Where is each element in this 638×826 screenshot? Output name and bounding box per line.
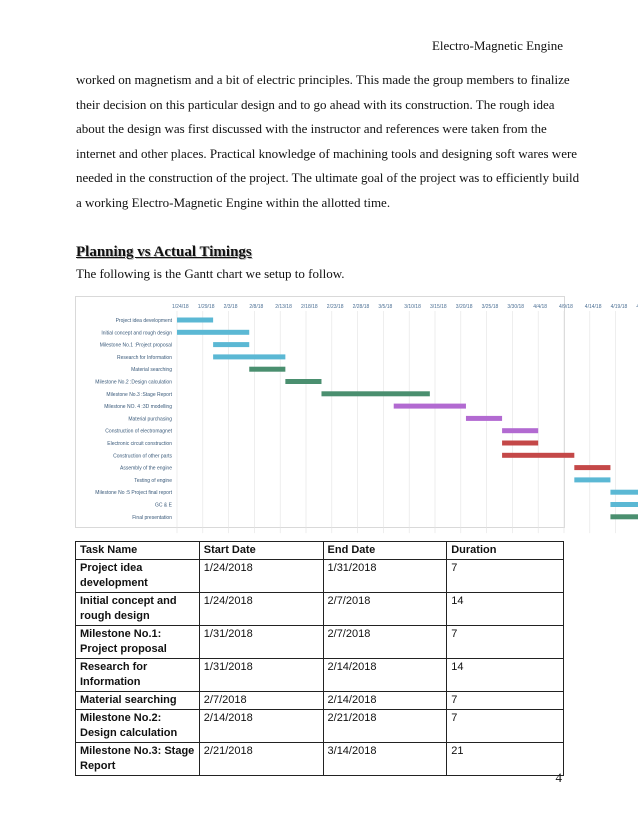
schedule-table (75, 541, 564, 776)
table-row (76, 692, 564, 710)
gantt-date-label: 4/19/18 (610, 304, 628, 310)
table-header-row (76, 542, 564, 560)
gantt-task-label: GC & E (155, 502, 172, 509)
gantt-task-label: Milestone No :5 Project final report (95, 490, 172, 497)
table-row (76, 743, 564, 776)
gantt-date-label: 3/5/18 (378, 304, 393, 310)
gantt-date-label: 3/10/18 (404, 304, 421, 310)
gantt-bar (610, 502, 638, 507)
page-number: 4 (555, 770, 562, 785)
table-cell: 7 (447, 710, 564, 743)
table-row (76, 560, 564, 593)
gantt-chart (75, 296, 628, 528)
table-cell: 2/7/2018 (323, 593, 447, 626)
task-name-cell: Milestone No.3: Stage Report (76, 743, 200, 776)
gantt-date-label: 4/9/18 (559, 304, 573, 310)
gantt-date-label: 2/3/18 (223, 304, 238, 310)
table-row (76, 626, 564, 659)
task-name-cell: Milestone No.1: Project proposal (76, 626, 200, 659)
gantt-chart-svg (76, 297, 628, 527)
table-cell: 1/31/2018 (199, 626, 323, 659)
gantt-task-label: Electronic circuit construction (107, 441, 172, 447)
intro-line: worked on magnetism and a bit of electric principles. This made the group members to finalize (76, 72, 570, 87)
table-row (76, 593, 564, 626)
section-heading: Planning vs Actual Timings (76, 244, 252, 260)
gantt-task-label: Construction of electromagnet (105, 428, 172, 435)
table-cell: 2/21/2018 (199, 743, 323, 776)
gantt-bar (466, 416, 502, 421)
gantt-task-label: Research for Information (116, 354, 172, 361)
gantt-date-label: 2/28/18 (352, 304, 370, 310)
intro-line: internet and other places. Practical knowledge of machining tools and designing soft wares were (76, 145, 578, 161)
column-header: Duration (447, 542, 564, 560)
gantt-date-label: 4/4/18 (533, 304, 548, 310)
gantt-bar (502, 428, 538, 433)
table-cell: 14 (447, 593, 564, 626)
running-header: Electro-Magnetic Engine (431, 38, 563, 53)
table-cell: 7 (447, 560, 564, 593)
task-name-cell: Initial concept and rough design (76, 593, 200, 626)
column-header: Task Name (76, 542, 200, 560)
gantt-task-label: Construction of other parts (113, 453, 172, 460)
gantt-task-label: Project idea development (115, 318, 172, 324)
gantt-date-label: 4/14/18 (584, 304, 602, 310)
gantt-task-label: Material purchasing (128, 416, 172, 423)
table-cell: 2/21/2018 (323, 710, 447, 743)
intro-line: their decision on this particular design and to go ahead with its construction. The rough idea (76, 96, 555, 112)
chart-intro-text: The following is the Gantt chart we setup to follow. (76, 266, 345, 281)
task-name-cell: Research for Information (76, 659, 200, 692)
gantt-date-label: 3/25/18 (481, 304, 499, 310)
gantt-bar (285, 379, 321, 384)
gantt-bar (574, 465, 610, 470)
task-name-cell: Milestone No.2: Design calculation (76, 710, 200, 743)
gantt-date-label: 2/23/18 (326, 304, 344, 310)
intro-paragraph (76, 68, 580, 216)
gantt-bar (610, 490, 638, 495)
gantt-date-label: 2/13/18 (275, 304, 292, 310)
table-cell: 2/14/2018 (323, 692, 447, 710)
intro-line: a working Electro-Magnetic Engine within the allotted time. (76, 194, 391, 210)
gantt-task-label: Material searching (131, 367, 172, 374)
gantt-task-label: Milestone No.2 :Design calculation (95, 379, 172, 386)
table-cell: 1/24/2018 (199, 593, 323, 626)
gantt-date-label: 3/15/18 (430, 304, 447, 310)
table-row (76, 659, 564, 692)
gantt-bar (213, 354, 285, 359)
task-name-cell: Project idea development (76, 560, 200, 593)
gantt-task-label: Milestone No.1 :Project proposal (99, 342, 172, 349)
gantt-task-label: Final presentation (132, 514, 172, 521)
table-cell: 7 (447, 692, 564, 710)
table-cell: 1/31/2018 (199, 659, 323, 692)
table-cell: 2/14/2018 (199, 710, 323, 743)
gantt-bar (321, 391, 429, 396)
gantt-bar (213, 342, 249, 347)
gantt-date-label: 3/30/18 (507, 304, 525, 310)
gantt-date-label: 3/20/18 (455, 304, 473, 310)
table-cell: 1/31/2018 (323, 560, 447, 593)
gantt-bar (249, 367, 285, 372)
intro-line: about the design was first discussed with the instructor and references were taken from the (76, 121, 547, 137)
table-cell: 3/14/2018 (323, 743, 447, 776)
table-cell: 2/7/2018 (199, 692, 323, 710)
gantt-task-label: Milestone No.3 :Stage Report (106, 391, 172, 398)
table-cell: 2/7/2018 (323, 626, 447, 659)
gantt-task-label: Milestone NO. 4 :3D modelling (104, 404, 172, 411)
gantt-bar (574, 477, 610, 482)
table-cell: 21 (447, 743, 564, 776)
gantt-bar (502, 441, 538, 446)
table-body (76, 560, 564, 776)
gantt-date-label: 1/24/18 (172, 304, 189, 310)
table-row (76, 710, 564, 743)
gantt-date-label: 2/18/18 (301, 304, 318, 310)
gantt-bar (394, 404, 466, 409)
table-cell: 2/14/2018 (323, 659, 447, 692)
column-header: End Date (323, 542, 447, 560)
gantt-date-label: 1/29/18 (197, 304, 215, 310)
task-name-cell: Material searching (76, 692, 200, 710)
gantt-bar (610, 514, 638, 519)
table-cell: 14 (447, 659, 564, 692)
column-header: Start Date (199, 542, 323, 560)
intro-line: needed in the construction of the project. The ultimate goal of the project was to efficiently build (76, 170, 580, 186)
gantt-task-label: Initial concept and rough design (101, 330, 172, 337)
gantt-bar (502, 453, 574, 458)
table-cell: 1/24/2018 (199, 560, 323, 593)
gantt-task-label: Assembly of the engine (120, 465, 172, 472)
table-cell: 7 (447, 626, 564, 659)
gantt-date-label: 2/8/18 (249, 304, 264, 310)
gantt-bar (177, 330, 249, 335)
gantt-bar (177, 318, 213, 323)
gantt-task-label: Testing of engine (134, 477, 172, 484)
